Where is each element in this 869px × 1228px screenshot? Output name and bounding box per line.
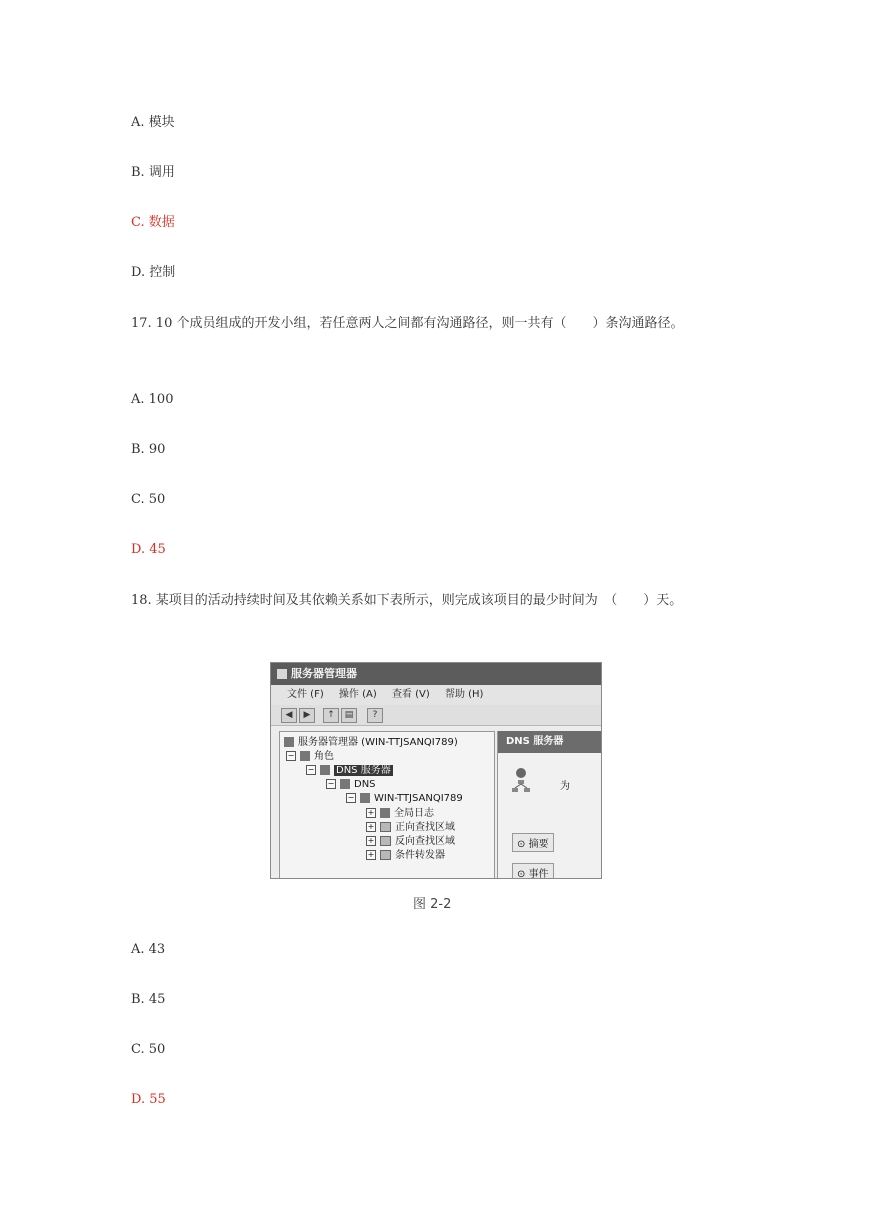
q18-option-a: A. 43 — [131, 942, 166, 957]
collapse-icon: − — [347, 793, 355, 802]
tree-reverse-zone — [366, 835, 455, 848]
events-label: 事件 — [528, 869, 549, 879]
figure-menubar — [271, 685, 601, 705]
expand-icon: + — [367, 808, 375, 817]
figure-toolbar — [271, 705, 601, 726]
q17-option-a: A. 100 — [131, 392, 174, 407]
figure-right-pane — [497, 731, 602, 879]
window-icon — [277, 669, 287, 679]
tree-dns-label: DNS — [354, 779, 376, 790]
show-pane-icon: ▤ — [341, 708, 357, 723]
q17-stem: 17. 10 个成员组成的开发小组，若任意两人之间都有沟通路径，则一共有（ ）条沟通路径。 — [131, 316, 684, 331]
computer-icon — [360, 793, 370, 803]
summary-section: ⊙ 摘要 — [512, 833, 554, 852]
help-icon: ? — [367, 708, 383, 723]
folder-icon — [380, 850, 391, 860]
expand-icon: + — [367, 850, 375, 859]
tree-conditional-forwarder-label: 条件转发器 — [395, 850, 445, 861]
log-icon — [380, 808, 390, 818]
tree-global-log — [366, 807, 434, 820]
dns-icon — [340, 779, 350, 789]
figure-window-title: 服务器管理器 — [291, 667, 357, 680]
right-pane-desc: 为 — [560, 781, 570, 792]
figure-server-manager-screenshot — [270, 662, 602, 879]
q16-option-d: D. 控制 — [131, 265, 176, 280]
figure-menu-view: 查看 (V) — [391, 689, 430, 700]
collapse-icon: − — [327, 779, 335, 788]
tree-roles-label: 角色 — [314, 751, 334, 762]
q16-option-c-answer: C. 数据 — [131, 215, 175, 230]
dns-server-icon — [320, 765, 330, 775]
tree-conditional-forwarder — [366, 849, 445, 862]
right-pane-header: DNS 服务器 — [498, 731, 602, 753]
figure-tree-pane — [279, 731, 495, 879]
tree-dns — [326, 778, 376, 791]
events-section: ⊙ 事件 — [512, 863, 554, 879]
tree-root — [284, 736, 458, 749]
tree-global-log-label: 全局日志 — [394, 808, 434, 819]
collapse-icon: − — [287, 751, 295, 760]
q17-option-d-answer: D. 45 — [131, 542, 166, 557]
q18-option-c: C. 50 — [131, 1042, 166, 1057]
q17-option-c: C. 50 — [131, 492, 166, 507]
summary-label: 摘要 — [528, 839, 549, 850]
tree-forward-zone — [366, 821, 455, 834]
figure-menu-file: 文件 (F) — [287, 689, 324, 700]
tree-root-label: 服务器管理器 (WIN-TTJSANQI789) — [298, 737, 458, 748]
figure-titlebar — [271, 663, 601, 685]
q18-option-d-answer: D. 55 — [131, 1092, 166, 1107]
tree-dns-server-label: DNS 服务器 — [336, 765, 391, 776]
collapse-icon: − — [307, 765, 315, 774]
tree-dns-server — [306, 764, 393, 777]
back-arrow-icon: ◀ — [281, 708, 297, 723]
q18-stem: 18. 某项目的活动持续时间及其依赖关系如下表所示，则完成该项目的最少时间为 （ ）天。 — [131, 593, 683, 608]
q18-option-b: B. 45 — [131, 992, 166, 1007]
tree-host-label: WIN-TTJSANQI789 — [374, 793, 463, 804]
figure-menu-action: 操作 (A) — [338, 689, 377, 700]
q16-option-b: B. 调用 — [131, 165, 175, 180]
tree-host — [346, 792, 463, 805]
expand-icon: + — [367, 836, 375, 845]
expand-icon: + — [367, 822, 375, 831]
roles-icon — [300, 751, 310, 761]
up-folder-icon: ↑ — [323, 708, 339, 723]
forward-arrow-icon: ▶ — [299, 708, 315, 723]
dns-hierarchy-icon — [510, 767, 532, 797]
tree-reverse-zone-label: 反向查找区域 — [395, 836, 455, 847]
figure-caption: 图 2-2 — [413, 897, 452, 912]
tree-roles — [286, 750, 334, 763]
figure-menu-help: 帮助 (H) — [444, 689, 484, 700]
folder-icon — [380, 836, 391, 846]
q17-option-b: B. 90 — [131, 442, 166, 457]
folder-icon — [380, 822, 391, 832]
server-manager-icon — [284, 737, 294, 747]
tree-forward-zone-label: 正向查找区域 — [395, 822, 455, 833]
q16-option-a: A. 模块 — [131, 115, 175, 130]
